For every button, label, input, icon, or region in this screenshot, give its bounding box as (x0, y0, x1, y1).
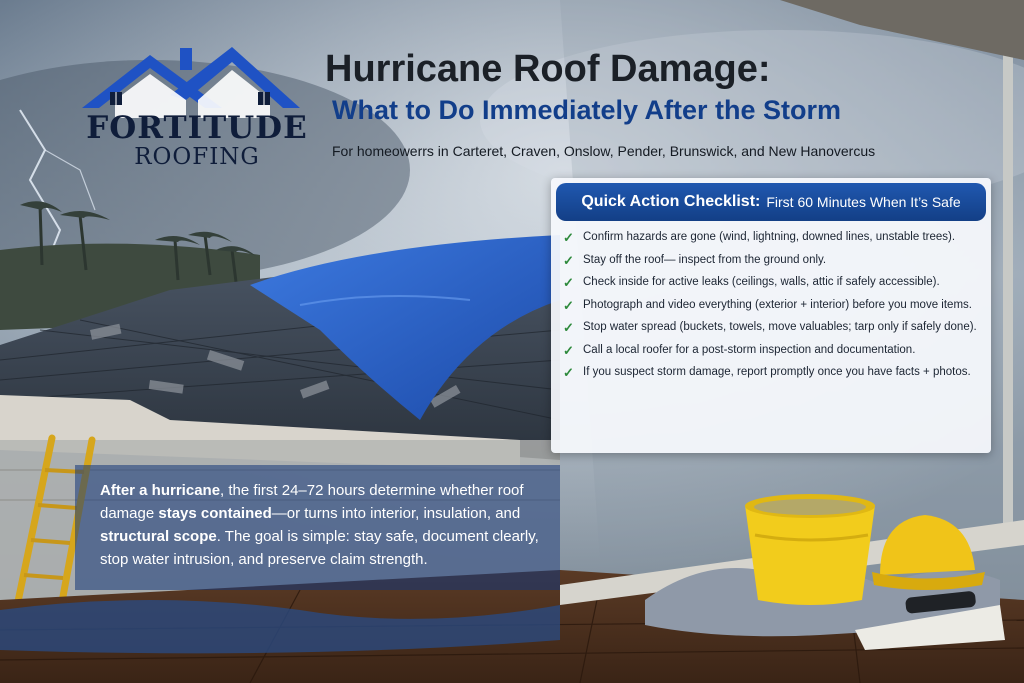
page-title: Hurricane Roof Damage: (325, 48, 771, 90)
check-icon: ✓ (563, 275, 574, 290)
checklist-item-text: Photograph and video everything (exterior + interior) before you move items. (583, 298, 972, 311)
intro-text-segment: . The goal is simple: stay safe, document clearly, stop water intrusion, and preserve claim strength. (100, 528, 539, 568)
check-icon: ✓ (563, 230, 574, 245)
checklist-item-text: Call a local roofer for a post-storm inspection and documentation. (583, 343, 916, 356)
checklist-item (561, 365, 986, 381)
checklist-item (561, 320, 986, 336)
checklist-item (561, 343, 986, 359)
intro-emphasis: stays contained (158, 505, 272, 522)
checklist-item-text: If you suspect storm damage, report promptly once you have facts + photos. (583, 366, 971, 378)
check-icon: ✓ (563, 252, 574, 268)
intro-panel (75, 465, 560, 590)
checklist-item (561, 275, 986, 291)
audience-line: For homeowerrs in Carteret, Craven, Onslow, Pender, Brunswick, and New Hanovercus (332, 143, 876, 159)
brand-name-top: FORTITUDE (86, 110, 308, 146)
check-icon: ✓ (563, 365, 574, 380)
brand-logo (72, 44, 322, 174)
intro-text-segment: , the first 24–72 hours determine whether roof damage (100, 482, 524, 522)
checklist-card (551, 178, 991, 453)
checklist-item (561, 298, 986, 314)
check-icon: ✓ (563, 342, 574, 358)
checklist-header (556, 183, 986, 221)
intro-emphasis: After a hurricane (100, 482, 221, 499)
checklist-item-text: Stop water spread (buckets, towels, move valuables; tarp only if safely done). (583, 321, 977, 333)
checklist-item-text: Confirm hazards are gone (wind, lightning, downed lines, unstable trees). (583, 231, 956, 243)
intro-text-segment: —or turns into interior, insulation, and (271, 505, 521, 522)
checklist (561, 230, 986, 388)
check-icon: ✓ (563, 297, 574, 313)
checklist-item-text: Check inside for active leaks (ceilings, walls, attic if safely accessible). (583, 276, 940, 288)
brand-name-bottom: ROOFING (134, 144, 260, 170)
checklist-heading-detail: First 60 Minutes When It’s Safe (766, 194, 961, 210)
intro-paragraph (100, 479, 560, 571)
intro-emphasis: structural scope (100, 528, 217, 545)
check-icon: ✓ (563, 320, 574, 335)
checklist-item-text: Stay off the roof— inspect from the ground only. (583, 253, 827, 266)
page-subtitle: What to Do Immediately After the Storm (332, 95, 842, 125)
checklist-item (561, 230, 986, 246)
checklist-item (561, 253, 986, 269)
checklist-heading: Quick Action Checklist: (581, 193, 761, 210)
